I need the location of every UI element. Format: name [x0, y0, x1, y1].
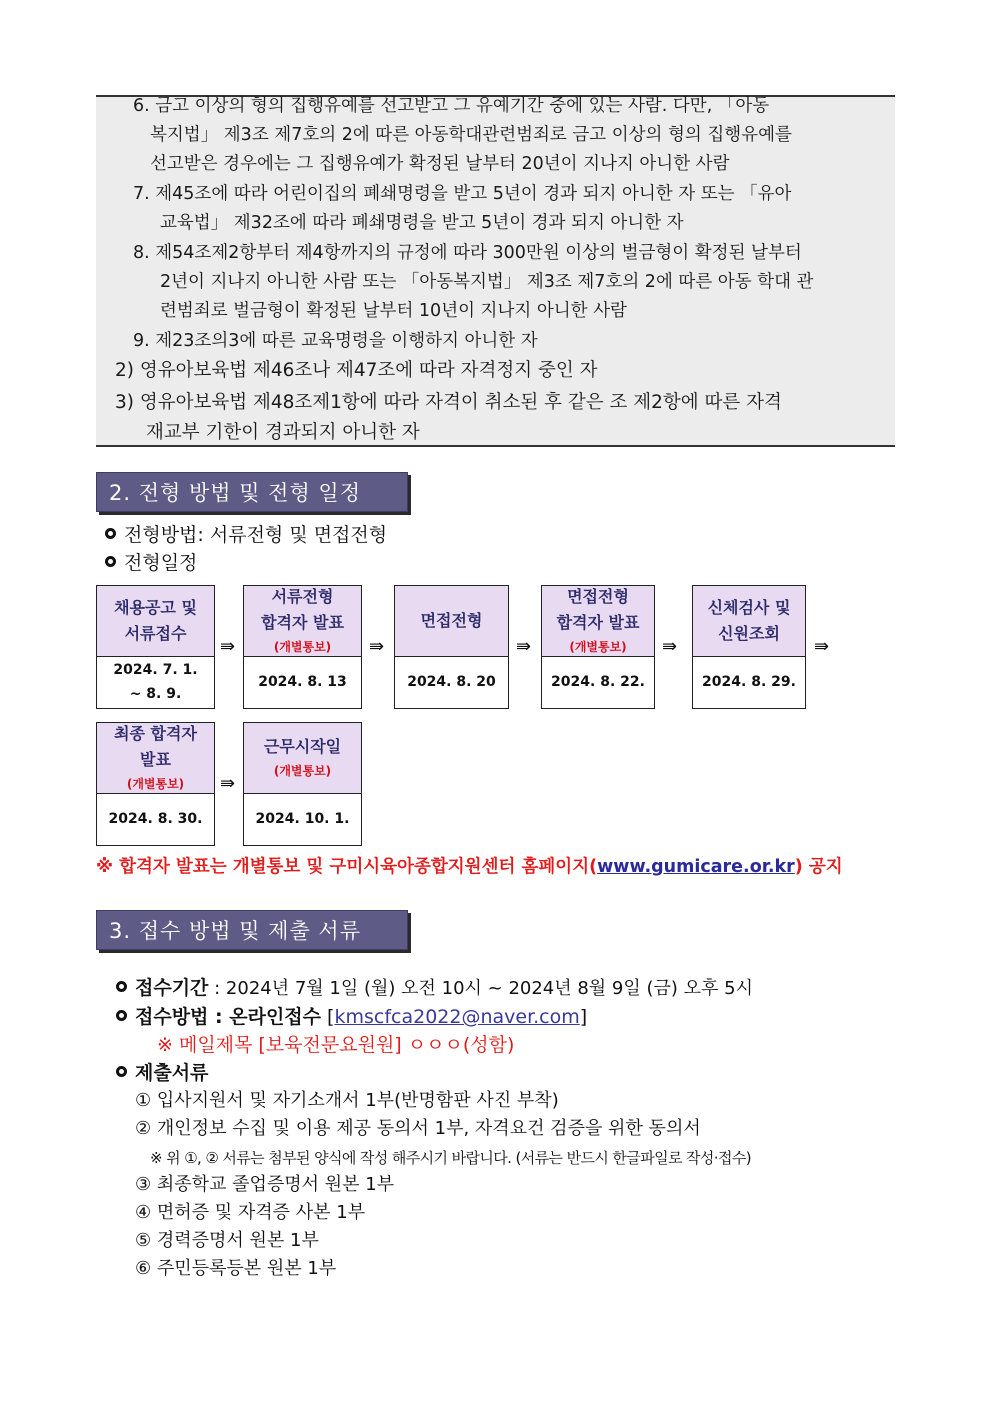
step-title: 면접전형: [420, 611, 483, 630]
item-3-line-b: 재교부 기한이 경과되지 아니한 자: [146, 422, 420, 443]
arrow-icon: ⇛: [516, 636, 532, 657]
mail-subject-note: ※ 메일제목 [보육전문요원원] ㅇㅇㅇ(성함): [157, 1034, 515, 1056]
step-title: 신원조회: [718, 624, 780, 643]
bracket: ]: [579, 1006, 588, 1028]
announcement-notice: [96, 855, 843, 879]
circle-bullet-icon: [116, 1010, 127, 1021]
step-date: 2024. 8. 30.: [108, 811, 203, 827]
step-title: 서류접수: [124, 624, 187, 643]
step-title: 채용공고 및: [114, 598, 197, 617]
arrow-icon: ⇛: [220, 773, 236, 794]
step-title: 발표: [140, 750, 171, 769]
doc-item: ④ 면허증 및 자격증 사본 1부: [135, 1202, 366, 1223]
step-title: 근무시작일: [263, 737, 342, 756]
schedule-label: 전형일정: [124, 552, 198, 574]
item-8-line-a: 8. 제54조제2항부터 제4항까지의 규정에 따라 300만원 이상의 벌금형이 확정된 날부터: [133, 243, 802, 263]
method-line: [105, 523, 387, 547]
step-box: [243, 585, 362, 709]
step-note: (개별통보): [126, 777, 185, 791]
section-3-title: 3. 접수 방법 및 제출 서류: [96, 910, 408, 950]
step-note: (개별통보): [569, 640, 627, 654]
step-date: 2024. 10. 1.: [255, 811, 350, 827]
step-note: (개별통보): [273, 764, 332, 778]
bracket: [: [321, 1006, 335, 1028]
item-2: 2) 영유아보육법 제46조나 제47조에 따라 자격정지 중인 자: [115, 360, 598, 381]
arrow-icon: ⇛: [814, 636, 830, 657]
step-date: 2024. 8. 22.: [551, 674, 645, 690]
circle-bullet-icon: [105, 556, 116, 567]
circle-bullet-icon: [116, 1066, 127, 1077]
doc-item: ① 입사지원서 및 자기소개서 1부(반명함판 사진 부착): [135, 1090, 559, 1111]
arrow-icon: ⇛: [369, 636, 385, 657]
step-date: ~ 8. 9.: [129, 686, 182, 702]
step-title: 합격자 발표: [556, 613, 640, 632]
submit-method-label: 접수방법 : 온라인접수: [135, 1006, 322, 1028]
doc-item: ⑥ 주민등록등본 원본 1부: [135, 1258, 337, 1279]
email-link[interactable]: kmscfca2022@naver.com: [334, 1006, 580, 1028]
doc-item: ③ 최종학교 졸업증명서 원본 1부: [135, 1174, 395, 1195]
step-box: [541, 585, 655, 709]
notice-text: ) 공지: [794, 857, 843, 877]
period-line: [116, 976, 753, 1001]
method-submit-line: [116, 1005, 587, 1029]
step-note: (개별통보): [273, 640, 332, 654]
step-box: [96, 585, 215, 709]
period-value: : 2024년 7월 1일 (월) 오전 10시 ~ 2024년 8월 9일 (금) 오후 5시: [208, 978, 753, 999]
arrow-icon: ⇛: [220, 636, 236, 657]
arrow-icon: ⇛: [662, 636, 678, 657]
step-date: 2024. 8. 29.: [702, 674, 796, 690]
item-3-line-a: 3) 영유아보육법 제48조제1항에 따라 자격이 취소된 후 같은 조 제2항에 따른 자격: [115, 392, 782, 413]
docs-label: 제출서류: [135, 1062, 209, 1084]
period-label: 접수기간: [135, 977, 209, 999]
step-box: [394, 585, 509, 709]
docs-line: [116, 1061, 208, 1085]
step-box: [96, 722, 215, 846]
item-9: 9. 제23조의3에 따른 교육명령을 이행하지 아니한 자: [133, 331, 538, 351]
step-date: 2024. 7. 1.: [113, 662, 198, 678]
item-6-line-a: 6. 금고 이상의 형의 집행유예를 선고받고 그 유예기간 중에 있는 사람. 다만, 「아동: [133, 96, 770, 116]
schedule-line: [105, 551, 197, 575]
step-title: 서류전형: [271, 587, 334, 606]
item-7-line-a: 7. 제45조에 따라 어린이집의 폐쇄명령을 받고 5년이 경과 되지 아니한 자 또는 「유아: [133, 184, 792, 204]
circle-bullet-icon: [116, 981, 127, 992]
section-2-title: 2. 전형 방법 및 전형 일정: [96, 472, 408, 512]
step-date: 2024. 8. 13: [258, 674, 347, 690]
step-box: [692, 585, 806, 709]
method-label: 전형방법: 서류전형 및 면접전형: [124, 524, 388, 546]
step-title: 최종 합격자: [114, 724, 197, 743]
step-title: 신체검사 및: [707, 598, 791, 617]
docs-note: ※ 위 ①, ② 서류는 첨부된 양식에 작성 해주시기 바랍니다. (서류는 반드시 한글파일로 작성·접수): [150, 1149, 752, 1167]
step-title: 면접전형: [567, 587, 629, 606]
circle-bullet-icon: [105, 528, 116, 539]
step-title: 합격자 발표: [261, 613, 344, 632]
doc-item: ⑤ 경력증명서 원본 1부: [135, 1230, 319, 1251]
doc-item: ② 개인정보 수집 및 이용 제공 동의서 1부, 자격요건 검증을 위한 동의서: [135, 1118, 701, 1139]
step-box: [243, 722, 362, 846]
item-6-line-c: 선고받은 경우에는 그 집행유예가 확정된 날부터 20년이 지나지 아니한 사람: [150, 154, 730, 174]
item-8-line-c: 련범죄로 벌금형이 확정된 날부터 10년이 지나지 아니한 사람: [160, 301, 627, 321]
notice-text: ※ 합격자 발표는 개별통보 및 구미시육아종합지원센터 홈페이지(: [96, 857, 598, 877]
item-8-line-b: 2년이 지나지 아니한 사람 또는 「아동복지법」 제3조 제7호의 2에 따른 아동 학대 관: [160, 272, 814, 292]
step-date: 2024. 8. 20: [407, 674, 496, 690]
item-6-line-b: 복지법」 제3조 제7호의 2에 따른 아동학대관련범죄로 금고 이상의 형의 집행유예를: [150, 125, 792, 145]
item-7-line-b: 교육법」 제32조에 따라 폐쇄명령을 받고 5년이 경과 되지 아니한 자: [160, 213, 684, 233]
homepage-link[interactable]: www.gumicare.or.kr: [597, 857, 795, 877]
